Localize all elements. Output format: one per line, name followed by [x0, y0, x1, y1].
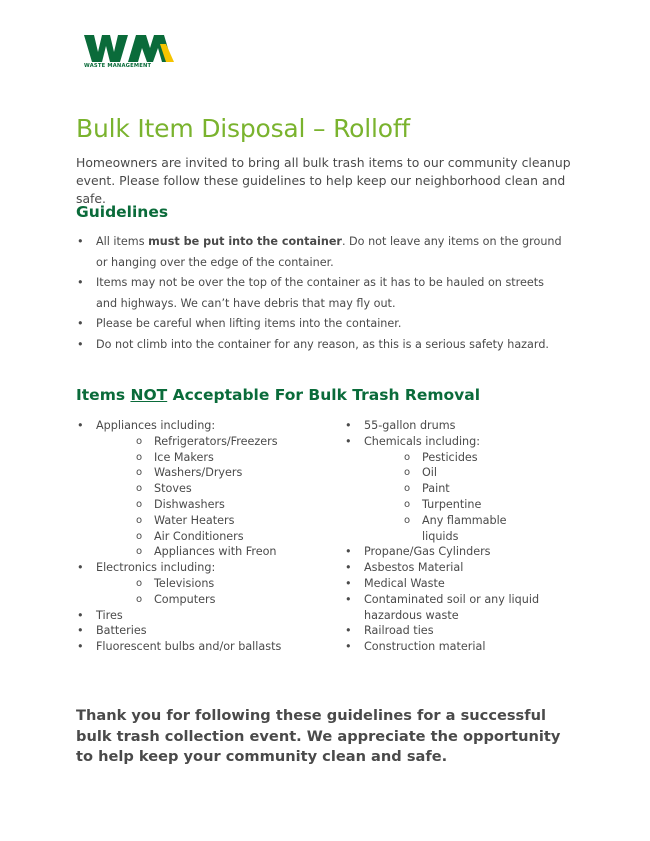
guideline-text: All items: [96, 235, 149, 248]
circle-bullet-icon: o: [404, 514, 411, 526]
circle-bullet-icon: o: [404, 483, 411, 495]
guideline-item: [76, 335, 566, 356]
guideline-text: . Do not leave any items on the ground or hanging over the edge of the container.: [96, 235, 562, 269]
sub-item: [96, 513, 326, 529]
sub-item: [96, 497, 326, 513]
sub-item: [96, 592, 326, 608]
circle-bullet-icon: o: [136, 514, 143, 526]
circle-bullet-icon: o: [136, 546, 143, 558]
bullet-icon: •: [345, 576, 352, 590]
sub-item: [364, 450, 544, 466]
item: [344, 434, 544, 545]
sub-item: [364, 497, 544, 513]
sub-item-label: Televisions: [154, 576, 215, 590]
intro-paragraph: Homeowners are invited to bring all bulk trash items to our community cleanup event. Please follow these guidelines to help keep our neighborhood clean and safe.: [76, 155, 571, 206]
guideline-emphasis: must be put into the container: [148, 235, 342, 248]
item-label: Appliances including:: [96, 419, 216, 432]
item: [76, 560, 326, 607]
sub-item: [96, 529, 326, 545]
item-label: Tires: [96, 608, 123, 622]
sub-item: [96, 576, 326, 592]
bullet-icon: •: [77, 235, 84, 248]
item-label: Fluorescent bulbs and/or ballasts: [96, 640, 282, 654]
bullet-icon: •: [345, 640, 352, 654]
item-label: Batteries: [96, 624, 147, 638]
item-label: Contaminated soil or any liquid hazardous waste: [364, 592, 540, 622]
item-label: Propane/Gas Cylinders: [364, 545, 491, 559]
guideline-text: Do not climb into the container for any reason, as this is a serious safety hazard.: [96, 337, 549, 351]
sub-list: [96, 434, 326, 560]
sub-item-label: Oil: [422, 466, 438, 480]
sub-item-label: Water Heaters: [154, 513, 235, 527]
item-label: Chemicals including:: [364, 434, 481, 448]
circle-bullet-icon: o: [136, 435, 143, 447]
sub-item-label: Computers: [154, 592, 216, 606]
bullet-icon: •: [77, 317, 84, 330]
sub-item: [96, 450, 326, 466]
sub-list: [364, 450, 544, 545]
not-acceptable-right-column: [344, 418, 544, 655]
guidelines-list: [76, 232, 566, 355]
bullet-icon: •: [77, 276, 84, 289]
heading-not-underlined: NOT: [130, 386, 168, 404]
heading-part: Acceptable For Bulk Trash Removal: [167, 386, 481, 404]
circle-bullet-icon: o: [404, 451, 411, 463]
item: [344, 544, 544, 560]
bullet-icon: •: [77, 561, 84, 575]
wm-logo-mark: [84, 34, 180, 64]
guideline-text: Please be careful when lifting items into the container.: [96, 317, 402, 330]
item-label: Electronics including:: [96, 561, 216, 575]
item: [344, 623, 544, 639]
item: [344, 560, 544, 576]
item: [76, 608, 326, 624]
guidelines-heading: Guidelines: [76, 203, 169, 221]
circle-bullet-icon: o: [136, 577, 143, 589]
sub-item-label: Ice Makers: [154, 450, 214, 464]
sub-item: [96, 434, 326, 450]
sub-item-label: Any flammable liquids: [422, 513, 507, 543]
guideline-text: Items may not be over the top of the container as it has to be hauled on streets and highways. We can’t have debris that may fly out.: [96, 276, 545, 310]
circle-bullet-icon: o: [136, 483, 143, 495]
item-label: 55-gallon drums: [364, 419, 456, 432]
item-label: Asbestos Material: [364, 561, 464, 575]
circle-bullet-icon: o: [136, 593, 143, 605]
item-label: Medical Waste: [364, 576, 445, 590]
circle-bullet-icon: o: [136, 467, 143, 479]
sub-item-label: Air Conditioners: [154, 529, 244, 543]
bullet-icon: •: [345, 592, 352, 606]
item: [76, 418, 326, 560]
sub-item-label: Turpentine: [422, 497, 482, 511]
item-label: Railroad ties: [364, 624, 434, 638]
sub-item: [96, 465, 326, 481]
not-acceptable-left-column: [76, 418, 326, 655]
sub-list: [96, 576, 326, 608]
sub-item-label: Stoves: [154, 482, 192, 496]
item: [344, 418, 544, 434]
sub-item: [96, 481, 326, 497]
bullet-icon: •: [77, 419, 84, 432]
sub-item-label: Dishwashers: [154, 497, 225, 511]
not-acceptable-heading: [76, 386, 480, 404]
logo-caption: WASTE MANAGEMENT: [84, 63, 152, 69]
bullet-icon: •: [345, 545, 352, 559]
item: [76, 639, 326, 655]
bullet-icon: •: [77, 608, 84, 622]
bullet-icon: •: [345, 434, 352, 448]
waste-management-logo: [84, 34, 180, 74]
sub-item: [364, 465, 544, 481]
circle-bullet-icon: o: [404, 467, 411, 479]
sub-item-label: Refrigerators/Freezers: [154, 434, 278, 448]
circle-bullet-icon: o: [404, 498, 411, 510]
item-label: Construction material: [364, 640, 486, 654]
bullet-icon: •: [345, 419, 352, 432]
circle-bullet-icon: o: [136, 530, 143, 542]
item: [76, 623, 326, 639]
sub-item-label: Pesticides: [422, 450, 478, 464]
item: [344, 592, 544, 624]
sub-item-label: Washers/Dryers: [154, 466, 243, 480]
guideline-item: [76, 273, 566, 314]
guideline-item: [76, 314, 566, 335]
item: [344, 639, 544, 655]
bullet-icon: •: [345, 561, 352, 575]
circle-bullet-icon: o: [136, 498, 143, 510]
sub-item-label: Paint: [422, 482, 450, 496]
bullet-icon: •: [345, 624, 352, 638]
thank-you-message: Thank you for following these guidelines for a successful bulk trash collection event. We appreciate the opportunity to help keep your community clean and safe.: [76, 707, 561, 765]
sub-item-label: Appliances with Freon: [154, 545, 277, 559]
bullet-icon: •: [77, 624, 84, 638]
guideline-item: [76, 232, 566, 273]
circle-bullet-icon: o: [136, 451, 143, 463]
bullet-icon: •: [77, 640, 84, 654]
bullet-icon: •: [77, 337, 84, 351]
item: [344, 576, 544, 592]
page-title: Bulk Item Disposal – Rolloff: [76, 114, 411, 143]
sub-item: [364, 481, 544, 497]
sub-item: [364, 513, 544, 545]
heading-part: Items: [76, 386, 131, 404]
sub-item: [96, 544, 326, 560]
